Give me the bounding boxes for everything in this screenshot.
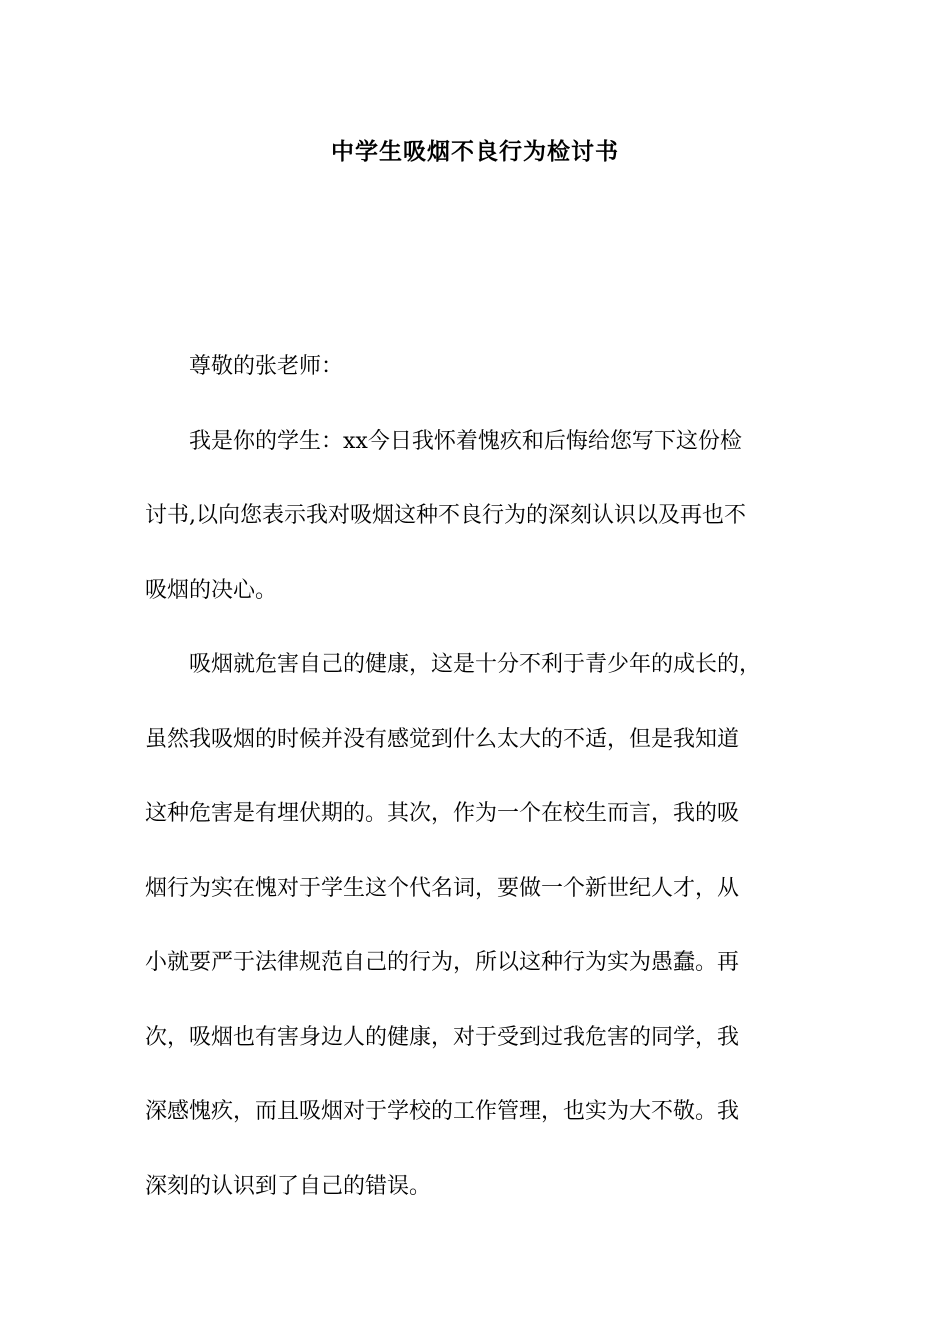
text-line: 深刻的认识到了自己的错误。 [145, 1173, 432, 1199]
text-line: 吸烟就危害自己的健康，这是十分不利于青少年的成长的， [189, 652, 762, 677]
text-line: 讨书,以向您表示我对吸烟这种不良行为的深刻认识以及再也不 [145, 503, 746, 528]
text-line: 这种危害是有埋伏期的。其次，作为一个在校生而言，我的吸 [145, 801, 740, 826]
document-title: 中学生吸烟不良行为检讨书 [331, 138, 619, 165]
paragraph-1 [145, 405, 809, 629]
text-line: 次，吸烟也有害身边人的健康，对于受到过我危害的同学，我 [145, 1024, 740, 1050]
text-line: 虽然我吸烟的时候并没有感觉到什么太大的不适，但是我知道 [145, 726, 740, 752]
salutation-line: 尊敬的张老师： [189, 354, 344, 379]
text-line: 吸烟的决心。 [145, 577, 278, 603]
text-line: 我是你的学生：xx今日我怀着愧疚和后悔给您写下这份检 [189, 428, 742, 454]
document-body [145, 330, 809, 1224]
salutation [145, 330, 809, 405]
text-line: 小就要严于法律规范自己的行为，所以这种行为实为愚蠢。再 [145, 950, 740, 975]
paragraph-2 [145, 628, 809, 1224]
text-line: 深感愧疚，而且吸烟对于学校的工作管理，也实为大不敬。我 [145, 1099, 740, 1124]
text-line: 烟行为实在愧对于学生这个代名词，要做一个新世纪人才，从 [145, 875, 740, 901]
